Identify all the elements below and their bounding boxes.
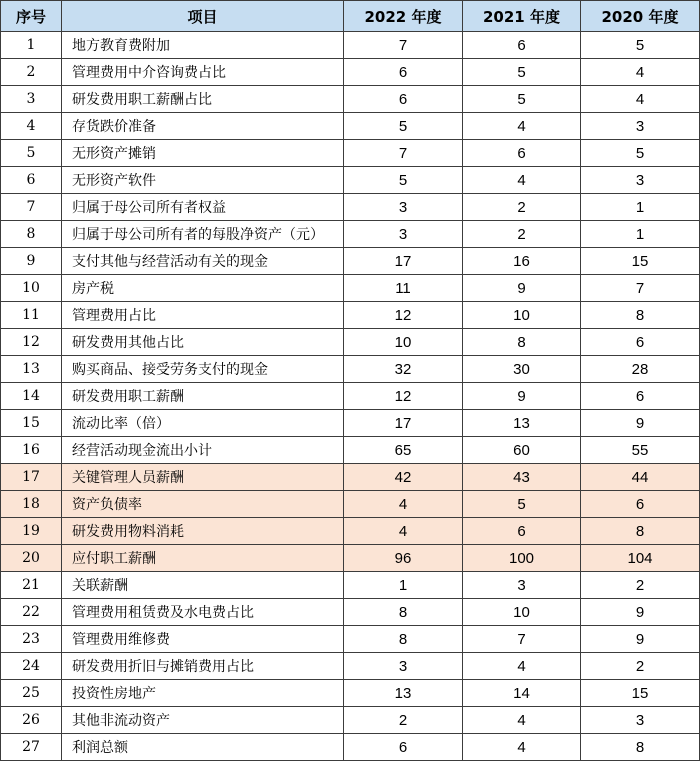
row-index: 27	[1, 734, 62, 761]
row-value-2022: 2	[344, 707, 463, 734]
row-item: 管理费用维修费	[62, 626, 344, 653]
table-row	[1, 653, 700, 680]
row-value-2020: 6	[581, 329, 700, 356]
row-value-2021: 14	[463, 680, 581, 707]
row-value-2020: 15	[581, 248, 700, 275]
row-value-2021: 4	[463, 734, 581, 761]
row-index: 11	[1, 302, 62, 329]
row-value-2020: 4	[581, 59, 700, 86]
row-value-2021: 5	[463, 86, 581, 113]
row-value-2020: 2	[581, 572, 700, 599]
row-value-2020: 1	[581, 221, 700, 248]
row-item: 利润总额	[62, 734, 344, 761]
row-item: 购买商品、接受劳务支付的现金	[62, 356, 344, 383]
row-value-2022: 42	[344, 464, 463, 491]
row-value-2020: 6	[581, 491, 700, 518]
row-value-2021: 10	[463, 302, 581, 329]
row-value-2022: 10	[344, 329, 463, 356]
row-index: 10	[1, 275, 62, 302]
row-value-2020: 1	[581, 194, 700, 221]
row-item: 无形资产软件	[62, 167, 344, 194]
row-item: 应付职工薪酬	[62, 545, 344, 572]
row-value-2022: 5	[344, 167, 463, 194]
row-item: 研发费用其他占比	[62, 329, 344, 356]
table-row	[1, 329, 700, 356]
header-2021: 2021 年度	[463, 1, 581, 32]
row-index: 22	[1, 599, 62, 626]
row-value-2021: 9	[463, 275, 581, 302]
row-value-2021: 6	[463, 140, 581, 167]
row-item: 研发费用折旧与摊销费用占比	[62, 653, 344, 680]
header-2020: 2020 年度	[581, 1, 700, 32]
table-row	[1, 410, 700, 437]
row-value-2022: 17	[344, 248, 463, 275]
table-row	[1, 86, 700, 113]
row-index: 20	[1, 545, 62, 572]
row-index: 12	[1, 329, 62, 356]
row-item: 资产负债率	[62, 491, 344, 518]
row-value-2020: 55	[581, 437, 700, 464]
row-value-2020: 3	[581, 167, 700, 194]
row-item: 房产税	[62, 275, 344, 302]
row-index: 17	[1, 464, 62, 491]
row-value-2022: 7	[344, 140, 463, 167]
row-index: 13	[1, 356, 62, 383]
row-value-2021: 30	[463, 356, 581, 383]
row-item: 归属于母公司所有者权益	[62, 194, 344, 221]
row-index: 26	[1, 707, 62, 734]
row-value-2022: 5	[344, 113, 463, 140]
row-value-2022: 65	[344, 437, 463, 464]
row-value-2021: 8	[463, 329, 581, 356]
header-item: 项目	[62, 1, 344, 32]
row-item: 管理费用占比	[62, 302, 344, 329]
row-value-2022: 11	[344, 275, 463, 302]
table-row	[1, 680, 700, 707]
row-value-2020: 6	[581, 383, 700, 410]
table-row	[1, 599, 700, 626]
table-row	[1, 707, 700, 734]
row-item: 研发费用物料消耗	[62, 518, 344, 545]
row-value-2021: 4	[463, 707, 581, 734]
row-index: 3	[1, 86, 62, 113]
row-index: 21	[1, 572, 62, 599]
row-item: 无形资产摊销	[62, 140, 344, 167]
row-value-2020: 3	[581, 707, 700, 734]
row-value-2020: 2	[581, 653, 700, 680]
row-item: 关联薪酬	[62, 572, 344, 599]
row-index: 25	[1, 680, 62, 707]
table-row	[1, 356, 700, 383]
row-value-2020: 9	[581, 599, 700, 626]
row-value-2021: 5	[463, 59, 581, 86]
row-item: 研发费用职工薪酬	[62, 383, 344, 410]
row-value-2022: 3	[344, 221, 463, 248]
table-header	[1, 1, 700, 32]
row-value-2021: 60	[463, 437, 581, 464]
row-value-2021: 4	[463, 113, 581, 140]
row-index: 15	[1, 410, 62, 437]
row-index: 8	[1, 221, 62, 248]
row-value-2022: 96	[344, 545, 463, 572]
row-value-2021: 6	[463, 32, 581, 59]
row-value-2020: 3	[581, 113, 700, 140]
row-value-2021: 10	[463, 599, 581, 626]
row-value-2021: 4	[463, 653, 581, 680]
row-value-2022: 8	[344, 599, 463, 626]
row-index: 2	[1, 59, 62, 86]
table-row	[1, 140, 700, 167]
row-item: 研发费用职工薪酬占比	[62, 86, 344, 113]
row-value-2022: 6	[344, 86, 463, 113]
row-value-2021: 4	[463, 167, 581, 194]
row-value-2021: 16	[463, 248, 581, 275]
row-value-2021: 2	[463, 194, 581, 221]
row-value-2020: 28	[581, 356, 700, 383]
row-value-2020: 9	[581, 626, 700, 653]
row-value-2022: 3	[344, 194, 463, 221]
row-value-2021: 100	[463, 545, 581, 572]
row-index: 24	[1, 653, 62, 680]
row-index: 7	[1, 194, 62, 221]
row-item: 管理费用中介咨询费占比	[62, 59, 344, 86]
header-index: 序号	[1, 1, 62, 32]
row-item: 存货跌价准备	[62, 113, 344, 140]
row-value-2022: 3	[344, 653, 463, 680]
table-row	[1, 59, 700, 86]
row-index: 4	[1, 113, 62, 140]
row-item: 投资性房地产	[62, 680, 344, 707]
table-body	[1, 32, 700, 761]
row-value-2020: 104	[581, 545, 700, 572]
row-item: 其他非流动资产	[62, 707, 344, 734]
table-row	[1, 248, 700, 275]
table-row	[1, 113, 700, 140]
table-row	[1, 518, 700, 545]
row-item: 关键管理人员薪酬	[62, 464, 344, 491]
header-2022: 2022 年度	[344, 1, 463, 32]
row-value-2020: 8	[581, 518, 700, 545]
row-index: 18	[1, 491, 62, 518]
row-value-2022: 1	[344, 572, 463, 599]
table-row	[1, 491, 700, 518]
row-value-2021: 3	[463, 572, 581, 599]
row-value-2022: 8	[344, 626, 463, 653]
row-value-2022: 6	[344, 59, 463, 86]
row-value-2021: 7	[463, 626, 581, 653]
table-row	[1, 626, 700, 653]
row-item: 流动比率（倍）	[62, 410, 344, 437]
row-value-2020: 5	[581, 32, 700, 59]
row-value-2021: 13	[463, 410, 581, 437]
row-value-2021: 9	[463, 383, 581, 410]
table-row	[1, 221, 700, 248]
table-row	[1, 32, 700, 59]
row-item: 管理费用租赁费及水电费占比	[62, 599, 344, 626]
table-row	[1, 167, 700, 194]
row-value-2021: 43	[463, 464, 581, 491]
row-value-2020: 8	[581, 302, 700, 329]
row-value-2020: 5	[581, 140, 700, 167]
table-row	[1, 302, 700, 329]
row-value-2020: 8	[581, 734, 700, 761]
table-row	[1, 545, 700, 572]
row-value-2020: 9	[581, 410, 700, 437]
row-item: 归属于母公司所有者的每股净资产（元）	[62, 221, 344, 248]
row-value-2022: 4	[344, 491, 463, 518]
row-value-2020: 15	[581, 680, 700, 707]
row-value-2022: 6	[344, 734, 463, 761]
table-row	[1, 464, 700, 491]
table-row	[1, 194, 700, 221]
row-value-2021: 5	[463, 491, 581, 518]
table-row	[1, 734, 700, 761]
row-index: 6	[1, 167, 62, 194]
row-value-2022: 32	[344, 356, 463, 383]
row-value-2020: 4	[581, 86, 700, 113]
row-value-2020: 44	[581, 464, 700, 491]
table-row	[1, 275, 700, 302]
row-index: 1	[1, 32, 62, 59]
row-value-2022: 12	[344, 383, 463, 410]
header-row	[1, 1, 700, 32]
row-index: 23	[1, 626, 62, 653]
row-index: 9	[1, 248, 62, 275]
table-row	[1, 383, 700, 410]
row-value-2021: 2	[463, 221, 581, 248]
row-value-2020: 7	[581, 275, 700, 302]
row-index: 16	[1, 437, 62, 464]
row-value-2022: 17	[344, 410, 463, 437]
row-value-2021: 6	[463, 518, 581, 545]
row-index: 14	[1, 383, 62, 410]
row-index: 19	[1, 518, 62, 545]
row-value-2022: 4	[344, 518, 463, 545]
row-item: 地方教育费附加	[62, 32, 344, 59]
row-index: 5	[1, 140, 62, 167]
row-value-2022: 13	[344, 680, 463, 707]
row-item: 经营活动现金流出小计	[62, 437, 344, 464]
table-row	[1, 572, 700, 599]
row-value-2022: 7	[344, 32, 463, 59]
row-value-2022: 12	[344, 302, 463, 329]
table-row	[1, 437, 700, 464]
row-item: 支付其他与经营活动有关的现金	[62, 248, 344, 275]
